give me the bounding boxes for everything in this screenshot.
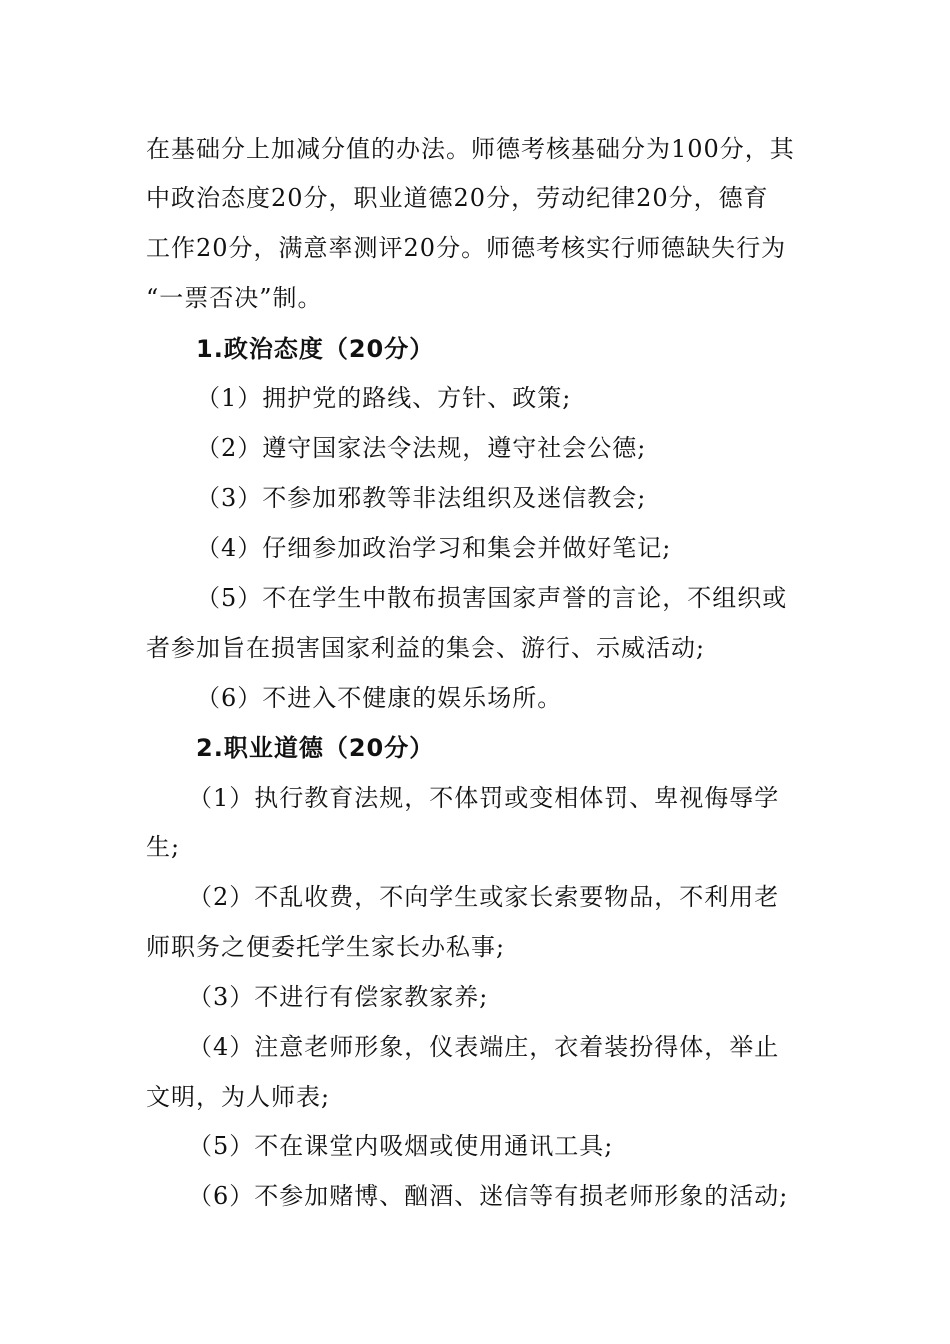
list-item: （3）不参加邪教等非法组织及迷信教会; (196, 484, 647, 512)
list-item: （6）不参加赌博、酗酒、迷信等有损老师形象的活动; (188, 1182, 789, 1210)
list-item: （5）不在课堂内吸烟或使用通讯工具; (188, 1132, 614, 1160)
paragraph-line: “一票否决”制。 (146, 284, 323, 312)
list-item: （4）注意老师形象，仪表端庄，衣着装扮得体，举止 (188, 1033, 780, 1061)
list-item: （2）不乱收费，不向学生或家长索要物品，不利用老 (188, 883, 780, 911)
list-item-continuation: 生; (146, 833, 181, 861)
list-item: （4）仔细参加政治学习和集会并做好笔记; (196, 534, 672, 562)
list-item-continuation: 师职务之便委托学生家长办私事; (146, 933, 506, 961)
paragraph-line: 工作20分，满意率测评20分。师德考核实行师德缺失行为 (146, 234, 787, 262)
list-item: （6）不进入不健康的娱乐场所。 (196, 684, 563, 712)
paragraph-line: 中政治态度20分，职业道德20分，劳动纪律20分，德育 (146, 184, 769, 212)
list-item: （1）拥护党的路线、方针、政策; (196, 384, 572, 412)
paragraph-line: 在基础分上加减分值的办法。师德考核基础分为100分，其 (146, 135, 795, 163)
list-item: （2）遵守国家法令法规，遵守社会公德; (196, 434, 647, 462)
list-item: （1）执行教育法规，不体罚或变相体罚、卑视侮辱学 (188, 784, 780, 812)
list-item: （5）不在学生中散布损害国家声誉的言论，不组织或 (196, 584, 788, 612)
list-item-continuation: 文明，为人师表; (146, 1083, 331, 1111)
section-heading-political-attitude: 1.政治态度（20分） (196, 335, 435, 363)
list-item-continuation: 者参加旨在损害国家利益的集会、游行、示威活动; (146, 634, 706, 662)
section-heading-professional-ethics: 2.职业道德（20分） (196, 734, 435, 762)
list-item: （3）不进行有偿家教家养; (188, 983, 489, 1011)
